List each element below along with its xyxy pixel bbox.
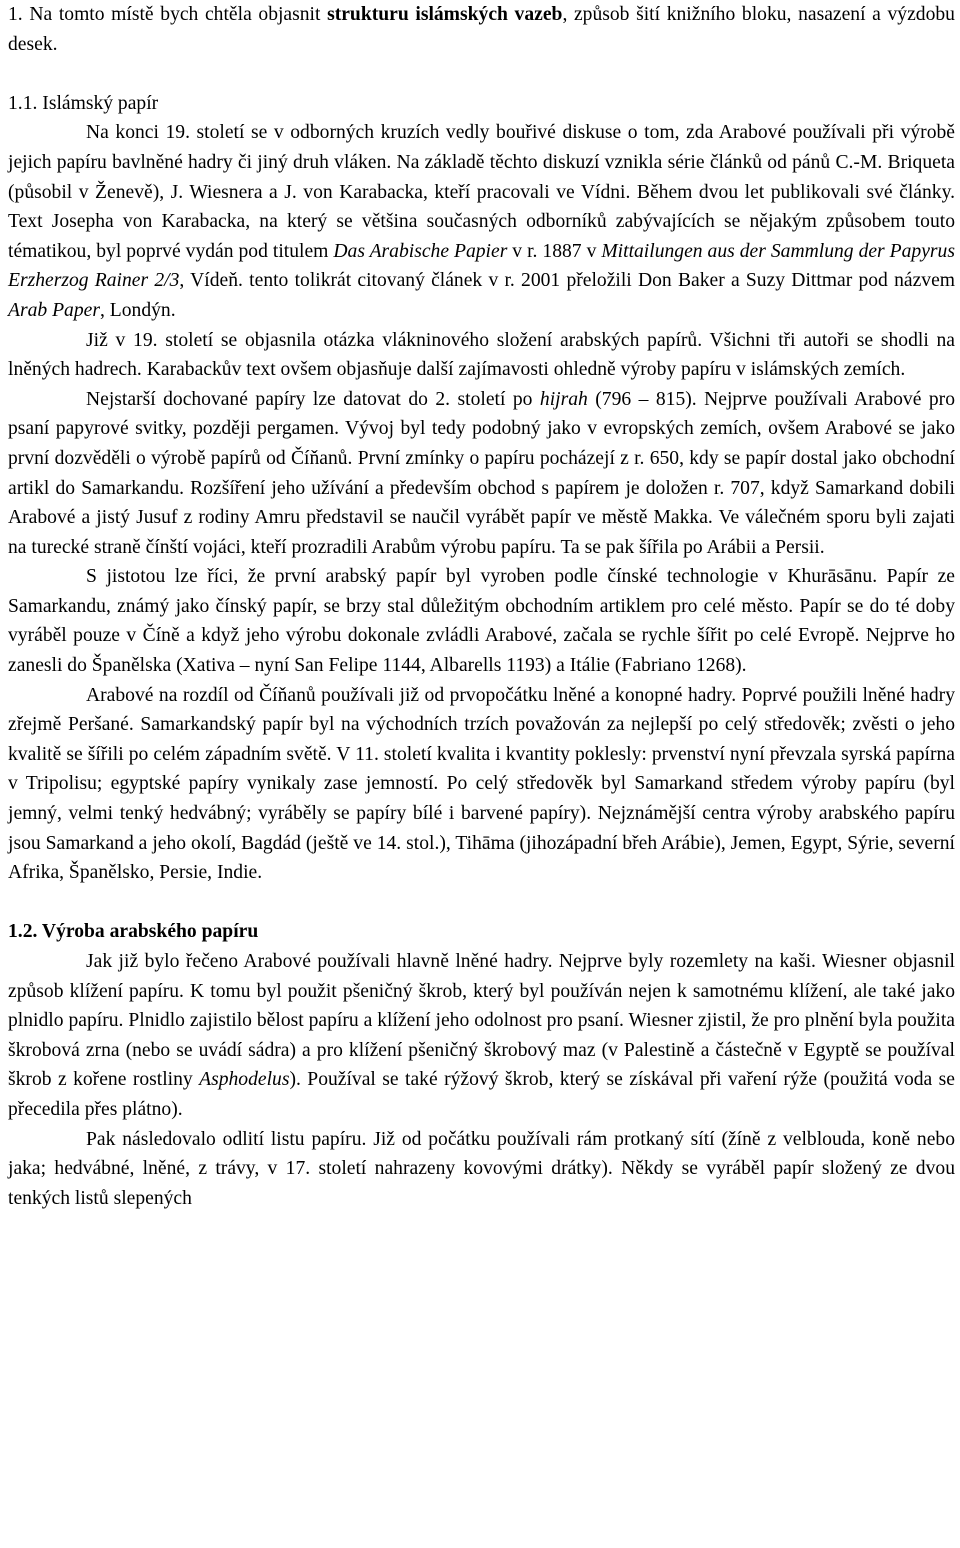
title-mittailungen: Mittailungen aus der Sammlung der Papyrus Erzherzog Rainer 2/3 — [8, 240, 955, 292]
paragraph-1: Na konci 19. století se v odborných kruzích vedly bouřivé diskuse o tom, zda Arabové používali při výrobě jejich papíru bavlněné hadry či jiný druh vláken. Na základě těchto diskuzí vznikla série článků od pánů C.-M. Briqueta (působil v Ženevě), J. Wiesnera a J. von Karabacka, kteří pracovali ve Vídni. Během dvou let publikovali své články. Text Josepha von Karabacka, na který se většina současných odborníků zabývajících se nějakým způsobem touto tématikou, byl poprvé vydán pod titulem Das Arabische Papier v r. 1887 v Mittailungen aus der Sammlung der Papyrus Erzherzog Rainer 2/3, Vídeň. tento tolikrát citovaný článek v r. 2001 přeložili Don Baker a Suzy Dittmar pod názvem Arab Paper, Londýn. — [8, 122, 956, 321]
term-asphodelus: Asphodelus — [199, 1069, 290, 1091]
paragraph-5: Arabové na rozdíl od Číňanů používali již od prvopočátku lněné a konopné hadry. Poprvé použili lněné hadry zřejmě Peršané. Samarkandský papír byl na východních trzích považován za nejlepší po celý středověk; zvěsti o jeho kvalitě se šířili po celém západním světě. V 11. století kvalita i kvantity poklesly: prvenství nyní převzala syrská papírna v Tripolisu; egyptské papíry vynikaly zase jemností. Po celý středověk byl Samarkand středem výroby papíru (byl jemný, velmi tenký hedvábný; vyráběly se papíry bílé i barvené papíry). Nejznámější centra výroby arabského papíru jsou Samarkand a jeho okolí, Bagdád (ještě ve 14. stol.), Tihāma (jihozápadní břeh Arábie), Jemen, Egypt, Sýrie, severní Afrika, Španělsko, Persie, Indie. — [8, 684, 955, 884]
paragraph-6: Jak již bylo řečeno Arabové používali hlavně lněné hadry. Nejprve byly rozemlety na kaši. Wiesner objasnil způsob klížení papíru. K tomu byl použit pšeničný škrob, který byl používán nejen k samotnému klížení, ale také jako plnidlo papíru. Plnidlo zajistilo bělost papíru a klížení jeho odolnost pro psaní. Wiesner zjistil, že pro plnění byla použita škrobová zrna (nebo se uvádí sádra) a pro klížení pšeničný škrobový maz (v Palestině a částečně v Egyptě se používal škrob z kořene rostliny Asphodelus). Používal se také rýžový škrob, který se získával při vaření rýže (použitá voda se přecedila přes plátno). — [8, 951, 955, 1120]
section-heading-1-2: 1.2. Výroba arabského papíru — [8, 921, 259, 943]
title-das-arabische-papier: Das Arabische Papier — [333, 240, 508, 262]
paragraph-4: S jistotou lze říci, že první arabský papír byl vyroben podle čínské technologie v Khurāsānu. Papír ze Samarkandu, známý jako čínský papír, se brzy stal důležitým obchodním artiklem pro celé město. Papír se do té doby vyráběl pouze v Číně a když jeho výrobu dokonale zvládli Arabové, začala se rychle šířit po celé Evropě. Nejprve ho zanesli do Španělska (Xativa – nyní San Felipe 1144, Albarells 1193) a Itálie (Fabriano 1268). — [8, 566, 955, 677]
section-heading-1-1: 1.1. Islámský papír — [8, 92, 159, 114]
section-number: 1. — [8, 4, 23, 25]
paragraph-2: Již v 19. století se objasnila otázka vlákninového složení arabských papírů. Všichni tři autoři se shodli na lněných hadrech. Karabackův text ovšem objasňuje další zajímavosti ohledně výroby papíru v islámských zemích. — [8, 329, 955, 381]
paragraph-3: Nejstarší dochované papíry lze datovat do 2. století po hijrah (796 – 815). Nejprve používali Arabové pro psaní papyrové svitky, později pergamen. Vývoj byl tedy podobný jako v evropských zemích, ovšem Arabové se jako první dozvěděli o výrobě papírů od Číňanů. První zmínky o papíru pocházejí z r. 650, kdy se papír dostal jako obchodní artikl do Samarkandu. Rozšíření jeho užívání a především obchod s papírem je doložen r. 707, když Samarkand dobili Arabové a jistý Jusuf z rodiny Amru představil se naučil vyrábět papír ve městě Makka. Ve válečném sporu byli zajati na turecké straně čínští vojáci, kteří prozradili Arabům výrobu papíru. Ta se pak šířila po Arábii a Persii. — [8, 388, 955, 558]
spacer — [8, 59, 955, 89]
intro-paragraph: 1. Na tomto místě bych chtěla objasnit strukturu islámských vazeb, způsob šití knižního bloku, nasazení a výzdobu desek. — [8, 4, 955, 55]
spacer — [8, 888, 955, 918]
paragraph-7: Pak následovalo odlití listu papíru. Již od počátku používali rám protkaný sítí (žíně z velblouda, koně nebo jaka; hedvábné, lněné, z trávy, v 17. století nahrazeny kovovými drátky). Někdy se vyráběl papír složený ze dvou tenkých listů slepených — [8, 1128, 955, 1209]
term-hijrah: hijrah — [539, 388, 588, 410]
title-arab-paper: Arab Paper — [8, 299, 100, 321]
intro-bold-phrase: strukturu islámských vazeb — [327, 4, 563, 25]
